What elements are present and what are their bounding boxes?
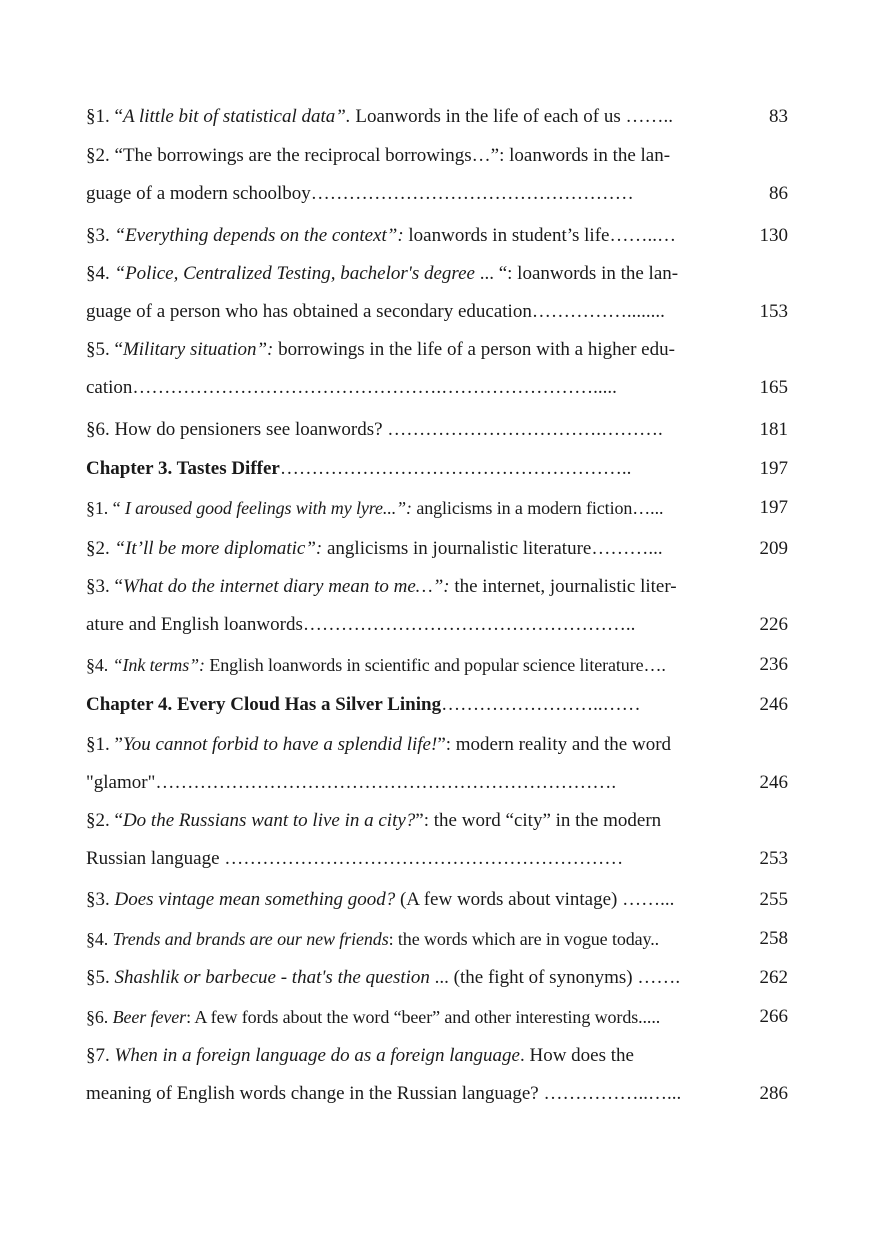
entry-text: §4. — [86, 655, 113, 675]
entry-text: ... “: loanwords in the lan- — [474, 263, 679, 284]
entry-text: English loanwords in scientific and popular science literature…. — [204, 655, 666, 675]
entry-text: ……………………..…… — [441, 694, 641, 715]
entry-text: §3. — [86, 889, 115, 910]
page-number: 153 — [759, 301, 788, 322]
entry-text: guage of a person who has obtained a secondary education……………........ — [86, 301, 665, 322]
entry-text: ... (the fight of synonyms) ……. — [429, 967, 681, 988]
page-number: 255 — [759, 889, 788, 910]
entry-text: Loanwords in the life of each of us …….. — [350, 106, 673, 127]
entry-text: §2. — [86, 538, 115, 559]
toc-entry-line — [86, 537, 738, 561]
entry-text: ”: modern reality and the word — [437, 734, 672, 755]
page-number: 181 — [759, 419, 788, 440]
page-number: 165 — [759, 377, 788, 398]
toc-entry-line — [86, 847, 738, 871]
entry-text: borrowings in the life of a person with a higher edu- — [273, 339, 675, 360]
toc-entry-line — [86, 376, 738, 400]
entry-quote: “Everything depends on the context”: — [114, 225, 404, 246]
toc-entry-line — [86, 1005, 738, 1029]
entry-text: . How does the — [519, 1045, 634, 1066]
toc-entry-line — [86, 771, 738, 795]
entry-quote: A little bit of statistical data”. — [122, 106, 351, 127]
toc-entry-line — [86, 262, 738, 286]
entry-text: cation………………………………………….……………………..... — [86, 377, 617, 398]
page-number: 197 — [759, 497, 788, 518]
entry-quote: Trends and brands are our new friends — [112, 929, 389, 949]
entry-quote: What do the internet diary mean to me…”: — [122, 576, 450, 597]
entry-quote: I aroused good feelings with my lyre...”: — [124, 498, 412, 518]
toc-entry-line — [86, 809, 738, 833]
toc-entry-line — [86, 693, 738, 717]
entry-quote: Do the Russians want to live in a city? — [122, 810, 416, 831]
entry-quote: Does vintage mean something good? — [114, 889, 396, 910]
page-number: 197 — [759, 458, 788, 479]
entry-text: (A few words about vintage) ……... — [395, 889, 675, 910]
page-number: 266 — [759, 1006, 788, 1027]
toc-entry-line — [86, 182, 738, 206]
entry-quote: Military situation”: — [122, 339, 274, 360]
entry-text: : A few fords about the word “beer” and other interesting words..... — [186, 1007, 661, 1027]
page-number: 83 — [769, 106, 788, 127]
entry-text: §4. — [86, 263, 115, 284]
entry-quote: You cannot forbid to have a splendid life! — [122, 734, 438, 755]
entry-text: guage of a modern schoolboy…………………………………………… — [86, 183, 634, 204]
toc-entry-line — [86, 575, 738, 599]
entry-text: §1. “ — [86, 498, 125, 518]
chapter-title: Chapter 4. Every Cloud Has a Silver Lining — [86, 694, 442, 715]
entry-text: §2. “ — [86, 810, 123, 831]
toc-entry-line — [86, 1044, 738, 1068]
toc-entry-line — [86, 966, 738, 990]
toc-entry-line — [86, 733, 738, 757]
entry-text: anglicisms in a modern fiction…... — [411, 498, 664, 518]
entry-text: §4. — [86, 929, 113, 949]
toc-entry-line — [86, 457, 738, 481]
toc-entry-line — [86, 613, 738, 637]
toc-entry-line — [86, 927, 738, 951]
entry-text: §5. “ — [86, 339, 123, 360]
page-number: 258 — [759, 928, 788, 949]
entry-text: "glamor"………………………………………………………………. — [86, 772, 617, 793]
entry-quote: “Ink terms”: — [112, 655, 205, 675]
toc-entry-line — [86, 496, 738, 520]
entry-text: §3. — [86, 225, 115, 246]
entry-text: The borrowings are the reciprocal borrowings…” — [122, 145, 500, 166]
entry-text: ature and English loanwords…………………………………………….. — [86, 614, 636, 635]
entry-text: ……………………………………………….. — [279, 458, 632, 479]
toc-entry-line — [86, 105, 738, 129]
entry-quote: When in a foreign language do as a foreign language — [114, 1045, 520, 1066]
toc-entry-line — [86, 300, 738, 324]
toc-entry-line — [86, 338, 738, 362]
page-number: 86 — [769, 183, 788, 204]
page-number: 236 — [759, 654, 788, 675]
entry-quote: “It’ll be more diplomatic”: — [114, 538, 323, 559]
entry-quote: “Police, Centralized Testing, bachelor's degree — [114, 263, 475, 284]
toc-entry-line — [86, 418, 738, 442]
entry-text: §2. “ — [86, 145, 123, 166]
entry-text: : loanwords in the lan- — [499, 145, 671, 166]
entry-text: §7. — [86, 1045, 115, 1066]
page-number: 286 — [759, 1083, 788, 1104]
toc-entry-line — [86, 144, 738, 168]
entry-text: §6. How do pensioners see loanwords? …………………………….………. — [86, 419, 663, 440]
entry-text: the internet, journalistic liter- — [449, 576, 677, 597]
toc-entry-line — [86, 888, 738, 912]
entry-text: anglicisms in journalistic literature………... — [322, 538, 663, 559]
page-number: 262 — [759, 967, 788, 988]
page-number: 226 — [759, 614, 788, 635]
toc-entry-line — [86, 224, 738, 248]
entry-text: ”: the word “city” in the modern — [415, 810, 662, 831]
entry-text: loanwords in student’s life……..… — [403, 225, 676, 246]
entry-text: Russian language ……………………………………………………… — [86, 848, 624, 869]
toc-entry-line — [86, 653, 738, 677]
entry-text: §5. — [86, 967, 115, 988]
chapter-title: Chapter 3. Tastes Differ — [86, 458, 280, 479]
entry-text: §3. “ — [86, 576, 123, 597]
entry-text: : the words which are in vogue today.. — [388, 929, 660, 949]
toc-entry-line — [86, 1082, 738, 1106]
page-number: 246 — [759, 694, 788, 715]
entry-quote: Shashlik or barbecue - that's the question — [114, 967, 430, 988]
entry-text: meaning of English words change in the Russian language? ……………..…... — [86, 1083, 682, 1104]
page-number: 246 — [759, 772, 788, 793]
entry-quote: Beer fever — [112, 1007, 187, 1027]
entry-text: §6. — [86, 1007, 113, 1027]
entry-text: §1. ” — [86, 734, 123, 755]
page-number: 130 — [759, 225, 788, 246]
page-number: 253 — [759, 848, 788, 869]
entry-text: §1. “ — [86, 106, 123, 127]
page-number: 209 — [759, 538, 788, 559]
